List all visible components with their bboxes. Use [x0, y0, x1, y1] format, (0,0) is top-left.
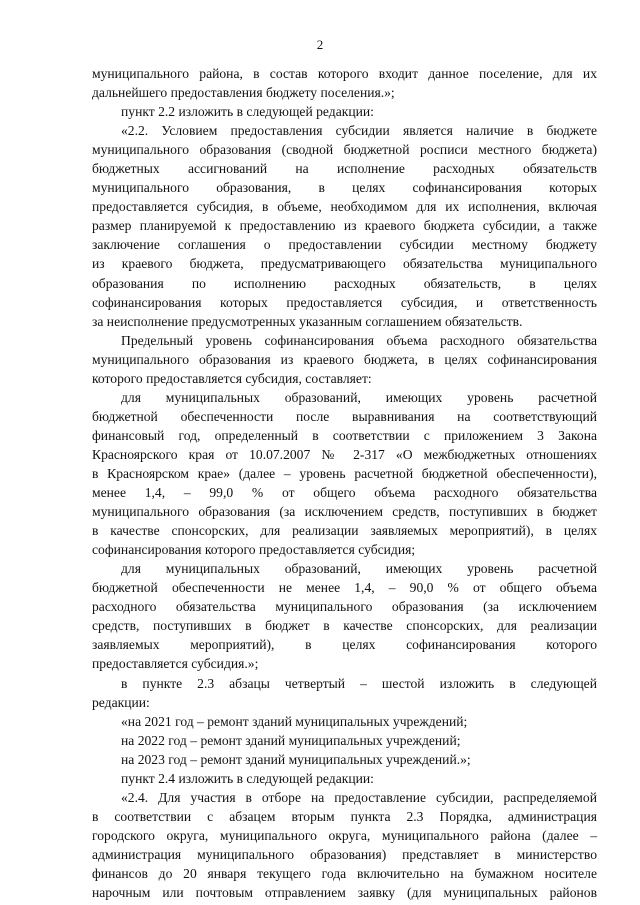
- text-line: на 2023 год – ремонт зданий муниципальных учреждений.»;: [121, 751, 471, 767]
- text-line: «2.4. Для участия в отборе на предоставление субсидии, распределяемой: [121, 789, 597, 805]
- text-line: которого предоставляется субсидия, составляет:: [92, 370, 372, 386]
- text-line: «на 2021 год – ремонт зданий муниципальных учреждений;: [121, 713, 468, 729]
- text-line: в качестве спонсорских, для реализации заявляемых мероприятий), в целях: [92, 523, 597, 539]
- text-line: образования по исполнению расходных обязательств, в целях: [92, 275, 597, 291]
- text-line: Красноярского края от 10.07.2007 № 2-317 «О межбюджетных отношениях: [92, 446, 597, 462]
- document-body: [92, 64, 597, 902]
- text-line: для муниципальных образований, имеющих уровень расчетной: [121, 561, 597, 577]
- text-line: пункт 2.2 изложить в следующей редакции:: [121, 104, 374, 120]
- text-line: дальнейшего предоставления бюджету поселения.»;: [92, 85, 395, 101]
- text-line: в пункте 2.3 абзацы четвертый – шестой изложить в следующей: [121, 675, 597, 691]
- text-line: финансов до 20 января текущего года включительно на бумажном носителе: [92, 865, 597, 881]
- text-line: городского округа, муниципального округа, муниципального района (далее –: [92, 827, 597, 843]
- text-line: из краевого бюджета, предусматривающего обязательства муниципального: [92, 256, 597, 272]
- text-line: муниципального образования из краевого бюджета, в целях софинансирования: [92, 351, 597, 367]
- text-line: софинансирования которых предоставляется субсидия, и ответственность: [92, 294, 597, 310]
- text-line: на 2022 год – ремонт зданий муниципальных учреждений;: [121, 732, 461, 748]
- text-line: предоставляется субсидия, в объеме, необходимом для их исполнения, включая: [92, 199, 597, 215]
- text-line: администрация муниципального образования) представляет в министерство: [92, 846, 597, 862]
- text-line: предоставляется субсидия.»;: [92, 656, 259, 672]
- text-line: размер планируемой к предоставлению из краевого бюджета субсидии, а также: [92, 218, 597, 234]
- text-line: муниципального района, в состав которого входит данное поселение, для их: [92, 66, 597, 81]
- text-line: менее 1,4, – 99,0 % от общего объема расходного обязательства: [92, 485, 597, 501]
- text-line: редакции:: [92, 694, 150, 710]
- text-line: заключение соглашения о предоставлении субсидии местному бюджету: [92, 237, 597, 253]
- text-line: Предельный уровень софинансирования объема расходного обязательства: [121, 332, 597, 348]
- text-line: муниципального образования (сводной бюджетной росписи местного бюджета): [92, 142, 597, 158]
- text-line: для муниципальных образований, имеющих уровень расчетной: [121, 389, 597, 405]
- text-line: муниципального образования (за исключением средств, поступивших в бюджет: [92, 504, 597, 520]
- text-line: расходного обязательства муниципального образования (за исключением: [92, 599, 597, 615]
- text-line: пункт 2.4 изложить в следующей редакции:: [121, 770, 374, 786]
- text-line: «2.2. Условием предоставления субсидии является наличие в бюджете: [121, 123, 597, 139]
- page-number: 2: [316, 37, 324, 52]
- text-line: бюджетной обеспеченности после выравнивания на соответствующий: [92, 408, 597, 424]
- text-line: бюджетной обеспеченности не менее 1,4, – 90,0 % от общего объема: [92, 580, 597, 596]
- text-line: в соответствии с абзацем вторым пункта 2.3 Порядка, администрация: [92, 808, 597, 824]
- text-line: нарочным или почтовым отправлением заявку (для муниципальных районов: [92, 885, 597, 901]
- text-line: софинансирования которого предоставляется субсидия;: [92, 542, 416, 558]
- text-line: муниципального образования, в целях софинансирования которых: [92, 180, 597, 196]
- text-line: финансовый год, определенный в соответствии с приложением 3 Закона: [92, 427, 597, 443]
- text-line: за неисполнение предусмотренных указанным соглашением обязательств.: [92, 313, 523, 329]
- text-line: заявляемых мероприятий), в целях софинансирования которого: [92, 637, 597, 653]
- text-line: бюджетных ассигнований на исполнение расходных обязательств: [92, 161, 597, 177]
- text-line: в Красноярском крае» (далее – уровень расчетной бюджетной обеспеченности),: [92, 465, 597, 481]
- text-line: средств, поступивших в бюджет в качестве спонсорских, для реализации: [92, 618, 597, 634]
